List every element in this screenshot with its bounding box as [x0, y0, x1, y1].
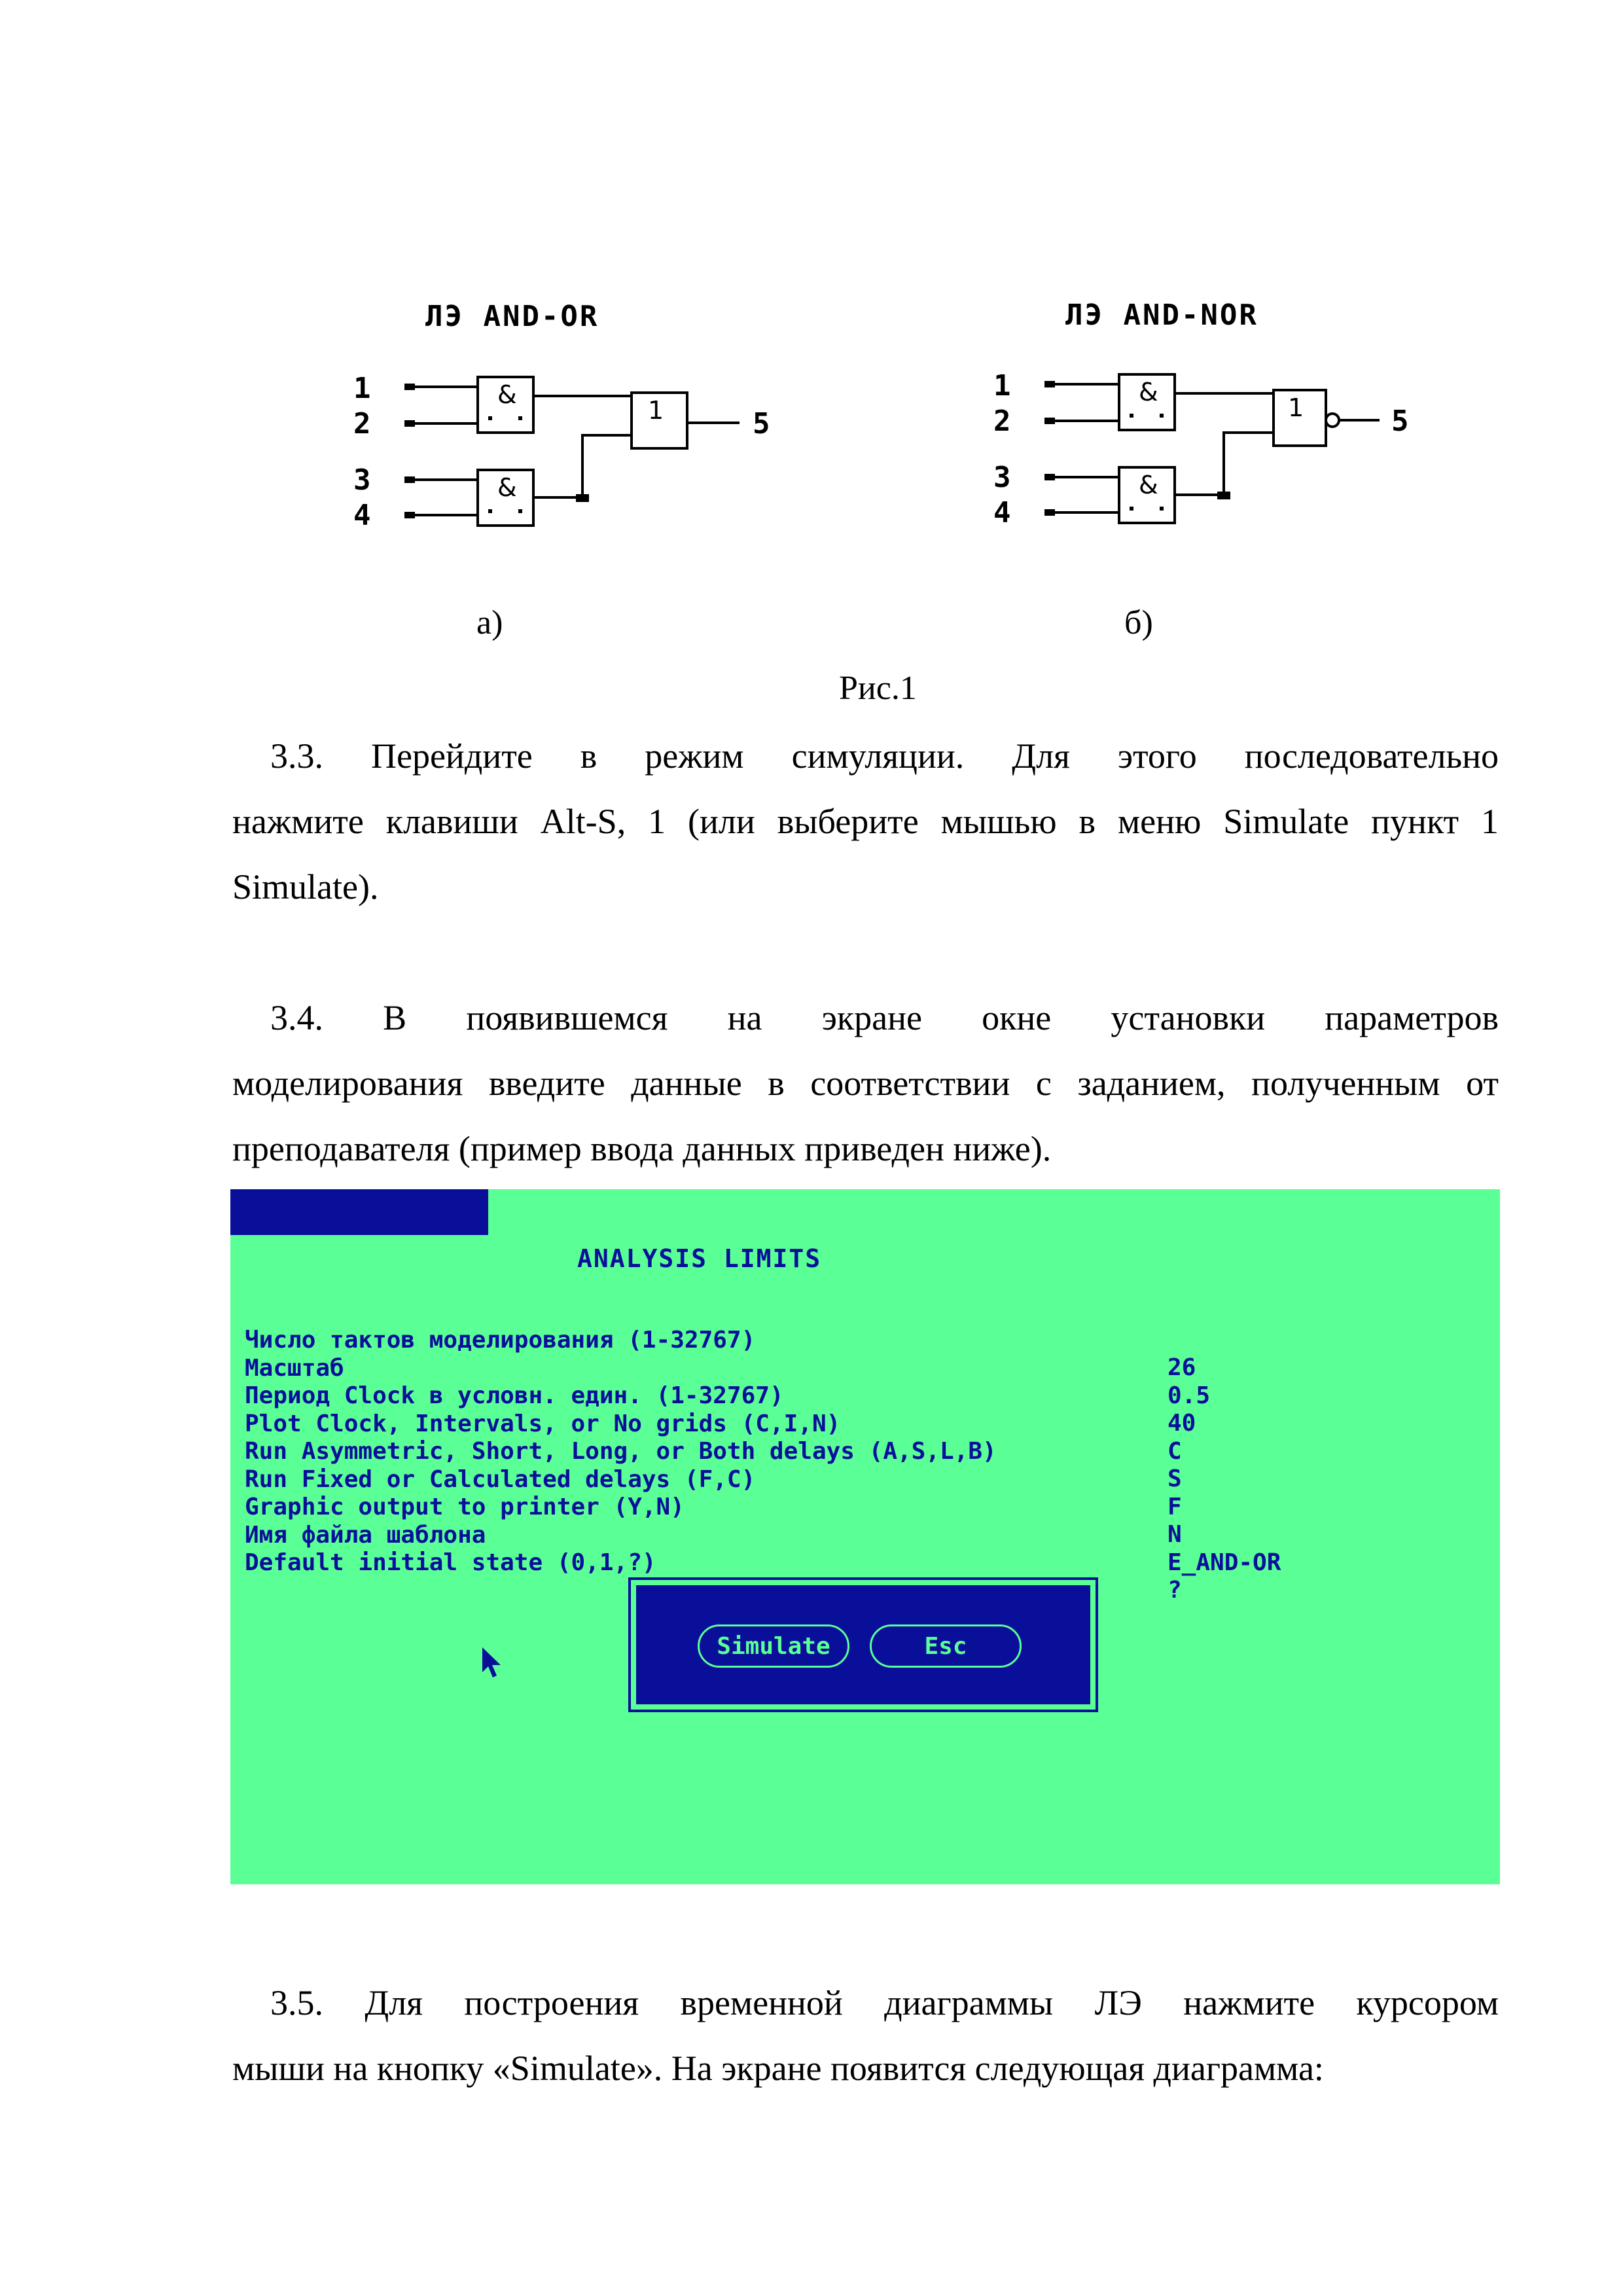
input-label-2: 2: [353, 407, 371, 440]
esc-button[interactable]: Esc: [870, 1624, 1022, 1668]
button-panel-inner: [636, 1585, 1090, 1704]
input-wires: [406, 387, 478, 515]
paragraph-line: моделирования введите данные в соответствии с заданием, полученным от: [232, 1064, 1499, 1103]
subcaption-a: а): [476, 604, 503, 641]
paragraph-line: 3.4. В появившемся на экране окне установки параметров: [270, 998, 1499, 1037]
input-label-4: 4: [993, 496, 1011, 529]
param-label: Run Asymmetric, Short, Long, or Both delays (A,S,L,B): [245, 1438, 997, 1465]
param-label: Масштаб: [245, 1354, 344, 1382]
and-nor-title: ЛЭ AND-NOR: [1065, 298, 1258, 332]
mouse-pointer-icon: [481, 1646, 503, 1680]
and-gate-top: [478, 377, 533, 433]
param-value-input[interactable]: N: [1168, 1521, 1182, 1548]
svg-text:&: &: [497, 380, 517, 409]
junction-dot: [576, 494, 589, 502]
param-value-input[interactable]: S: [1168, 1465, 1182, 1492]
or-gate: [632, 393, 687, 448]
param-value-input[interactable]: 40: [1168, 1410, 1196, 1437]
input-wires: [1046, 384, 1119, 512]
input-label-3: 3: [993, 461, 1011, 494]
simulation-dialog: [230, 1189, 1500, 1884]
paragraph-3-3: [232, 723, 1499, 920]
window-titlebar: [230, 1189, 503, 1272]
input-label-1: 1: [993, 369, 1011, 403]
subcaption-b: б): [1124, 604, 1153, 641]
inversion-bubble: [1326, 414, 1339, 427]
svg-text:&: &: [1139, 378, 1158, 406]
input-stubs: [1044, 381, 1055, 516]
paragraph-3-4: [232, 985, 1499, 1181]
simulate-button[interactable]: Simulate: [698, 1624, 849, 1668]
and-gate-bottom: [1119, 467, 1175, 523]
paragraph-line: 3.3. Перейдите в режим симуляции. Для этого последовательно: [270, 736, 1499, 776]
input-label-2: 2: [993, 404, 1011, 438]
nor-gate: [1274, 390, 1339, 446]
output-label: 5: [753, 407, 770, 440]
output-label: 5: [1391, 404, 1409, 438]
paragraph-line: нажмите клавиши Alt-S, 1 (или выберите мышью в меню Simulate пункт 1: [232, 802, 1499, 841]
param-value-input[interactable]: F: [1168, 1493, 1182, 1520]
parameter-list: [245, 1299, 1488, 1604]
param-value-input[interactable]: E_AND-OR: [1168, 1549, 1281, 1576]
param-value-input[interactable]: 26: [1168, 1354, 1196, 1381]
input-label-1: 1: [353, 372, 371, 405]
figure-caption: Рис.1: [839, 670, 917, 707]
junction-dot: [1217, 492, 1230, 499]
and-gate-bottom: [478, 470, 533, 526]
paragraph-line: мыши на кнопку «Simulate». На экране появится следующая диаграмма:: [232, 2049, 1324, 2088]
input-stubs: [404, 384, 415, 518]
svg-text:1: 1: [648, 396, 664, 425]
param-label: Plot Clock, Intervals, or No grids (C,I,N): [245, 1410, 841, 1437]
paragraph-line: Simulate).: [232, 867, 379, 906]
paragraph-line: преподавателя (пример ввода данных приведен ниже).: [232, 1129, 1052, 1168]
svg-text:&: &: [497, 473, 517, 502]
param-value-input[interactable]: 0.5: [1168, 1382, 1211, 1409]
analysis-limits-heading: ANALYSIS LIMITS: [577, 1244, 822, 1273]
input-label-3: 3: [353, 463, 371, 497]
button-panel: [628, 1577, 1098, 1712]
param-value-input[interactable]: C: [1168, 1437, 1182, 1465]
param-label: Run Fixed or Calculated delays (F,C): [245, 1465, 756, 1493]
param-label: Default initial state (0,1,?): [245, 1549, 656, 1576]
svg-text:&: &: [1139, 471, 1158, 499]
app-icon: µ: [317, 1244, 333, 1272]
paragraph-line: 3.5. Для построения временной диаграммы ЛЭ нажмите курсором: [270, 1983, 1499, 2022]
param-label: Имя файла шаблона: [245, 1521, 486, 1549]
svg-text:1: 1: [1288, 393, 1304, 422]
paragraph-3-5: [232, 1970, 1499, 2101]
and-or-title: ЛЭ AND-OR: [425, 300, 599, 333]
and-gate-top: [1119, 374, 1175, 430]
window-title: Simulation: [352, 1244, 503, 1272]
param-label: Период Clock в условн. един. (1-32767): [245, 1382, 784, 1409]
and-nor-schematic: [980, 280, 1452, 555]
param-label: Число тактов моделирования (1-32767): [245, 1327, 756, 1354]
input-label-4: 4: [353, 499, 371, 532]
param-value-input[interactable]: ?: [1168, 1577, 1182, 1604]
param-label: Graphic output to printer (Y,N): [245, 1494, 685, 1520]
and-or-schematic: [340, 281, 812, 556]
